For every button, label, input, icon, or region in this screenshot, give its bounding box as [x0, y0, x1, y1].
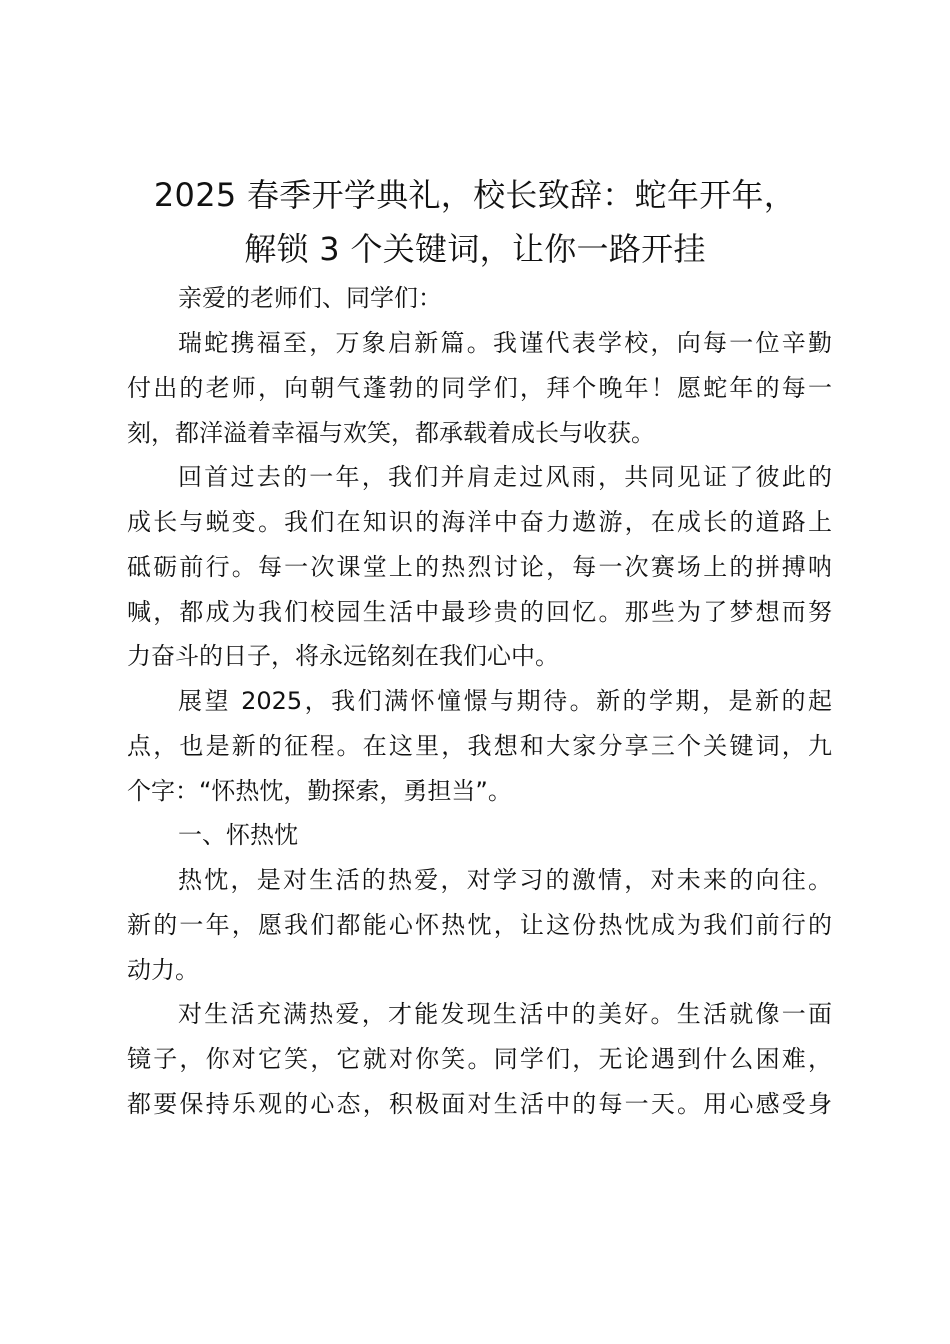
- document-title: [110, 168, 840, 276]
- paragraph-line: 回首过去的一年，我们并肩走过风雨，共同见证了彼此的: [178, 463, 832, 491]
- paragraph-line: 新的一年，愿我们都能心怀热忱，让这份热忱成为我们前行的: [127, 911, 832, 939]
- paragraph-line: 付出的老师，向朝气蓬勃的同学们，拜个晚年！愿蛇年的每一: [127, 374, 832, 402]
- paragraph-line: 热忱，是对生活的热爱，对学习的激情，对未来的向往。: [178, 866, 832, 894]
- paragraph-line: 喊，都成为我们校园生活中最珍贵的回忆。那些为了梦想而努: [127, 598, 832, 626]
- paragraph-line: 力奋斗的日子，将永远铭刻在我们心中。: [127, 642, 559, 670]
- paragraph-line: 个字：“怀热忱，勤探索，勇担当”。: [127, 777, 512, 805]
- paragraph-line: 镜子，你对它笑，它就对你笑。同学们，无论遇到什么困难，: [127, 1045, 832, 1073]
- paragraph-line: 刻，都洋溢着幸福与欢笑，都承载着成长与收获。: [127, 419, 655, 447]
- paragraph-line: 展望 2025，我们满怀憧憬与期待。新的学期，是新的起: [178, 687, 832, 715]
- paragraph-line: 瑞蛇携福至，万象启新篇。我谨代表学校，向每一位辛勤: [178, 329, 832, 357]
- title-line-1: 2025 春季开学典礼，校长致辞：蛇年开年，: [153, 176, 797, 214]
- title-line-2: 解锁 3 个关键词，让你一路开挂: [244, 230, 706, 268]
- paragraph-line: 都要保持乐观的心态，积极面对生活中的每一天。用心感受身: [127, 1090, 832, 1118]
- paragraph-line: 对生活充满热爱，才能发现生活中的美好。生活就像一面: [178, 1000, 832, 1028]
- paragraph-line: 成长与蜕变。我们在知识的海洋中奋力遨游，在成长的道路上: [127, 508, 832, 536]
- section-heading: 一、怀热忱: [178, 821, 298, 849]
- salutation: 亲爱的老师们、同学们：: [178, 284, 442, 312]
- paragraph-line: 砥砺前行。每一次课堂上的热烈讨论，每一次赛场上的拼搏呐: [127, 553, 832, 581]
- paragraph-line: 点，也是新的征程。在这里，我想和大家分享三个关键词，九: [127, 732, 832, 760]
- paragraph-line: 动力。: [127, 956, 199, 984]
